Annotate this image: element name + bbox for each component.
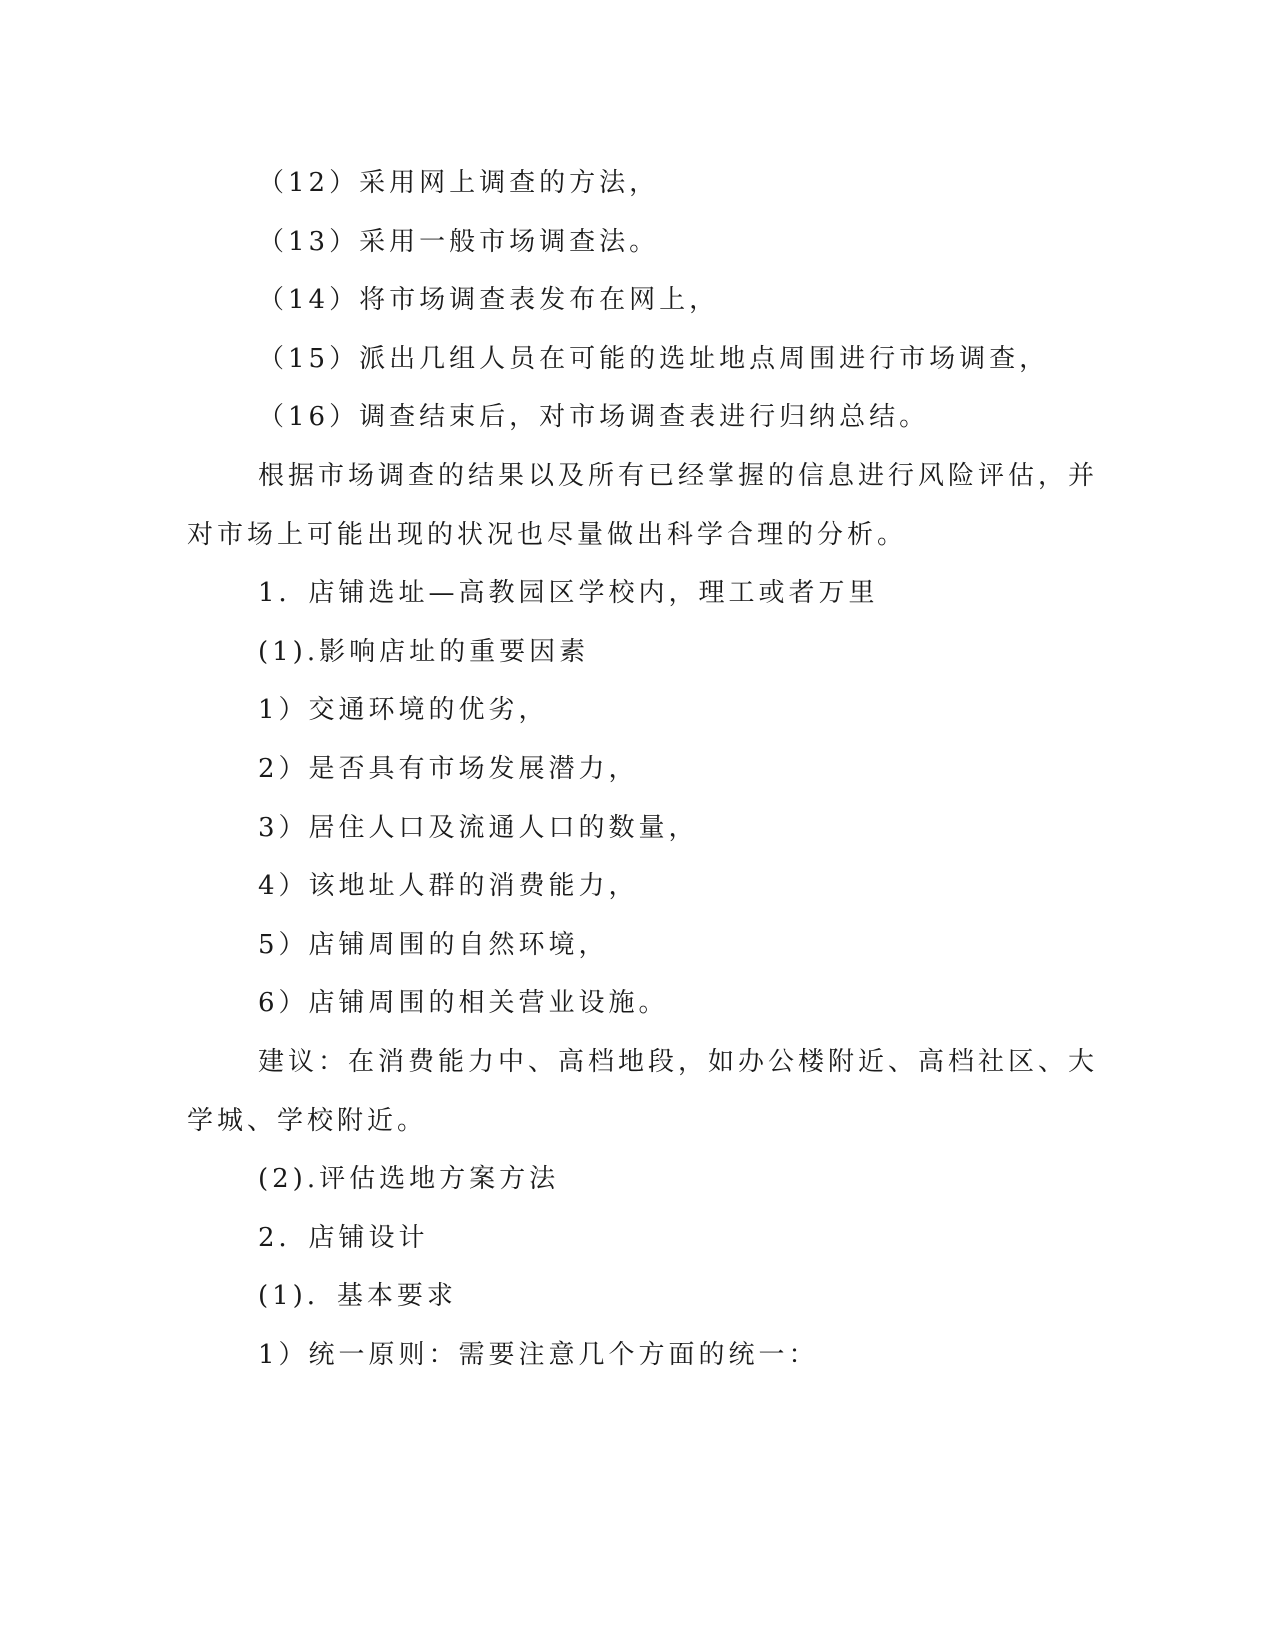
paragraph-line: 建议：在消费能力中、高档地段，如办公楼附近、高档社区、大 [258,1047,1099,1077]
paragraph-line: 对市场上可能出现的状况也尽量做出科学合理的分析。 [187,520,908,550]
paragraph-line: 根据市场调查的结果以及所有已经掌握的信息进行风险评估，并 [258,461,1099,491]
list-item: 1）统一原则：需要注意几个方面的统一： [258,1340,819,1370]
list-item: 5）店铺周围的自然环境， [258,930,609,960]
paragraph-line: 学城、学校附近。 [187,1106,428,1136]
paragraph-line: （16）调查结束后，对市场调查表进行归纳总结。 [258,402,930,432]
list-item: 2）是否具有市场发展潜力， [258,754,639,784]
list-item: 3）居住人口及流通人口的数量， [258,813,699,843]
paragraph-line: （14）将市场调查表发布在网上， [258,285,720,315]
paragraph-line: （12）采用网上调查的方法， [258,168,660,198]
list-item: 6）店铺周围的相关营业设施。 [258,988,669,1018]
subsection-heading: (1).影响店址的重要因素 [258,637,590,667]
list-item: 1）交通环境的优劣， [258,695,549,725]
list-item: 4）该地址人群的消费能力， [258,871,639,901]
paragraph-line: （15）派出几组人员在可能的选址地点周围进行市场调查， [258,344,1050,374]
paragraph-line: （13）采用一般市场调查法。 [258,227,660,257]
section-heading: 2．店铺设计 [258,1223,429,1253]
section-heading: 1．店铺选址—高教园区学校内，理工或者万里 [258,578,879,608]
subsection-heading: (2).评估选地方案方法 [258,1164,560,1194]
subsection-heading: (1)．基本要求 [258,1281,457,1311]
